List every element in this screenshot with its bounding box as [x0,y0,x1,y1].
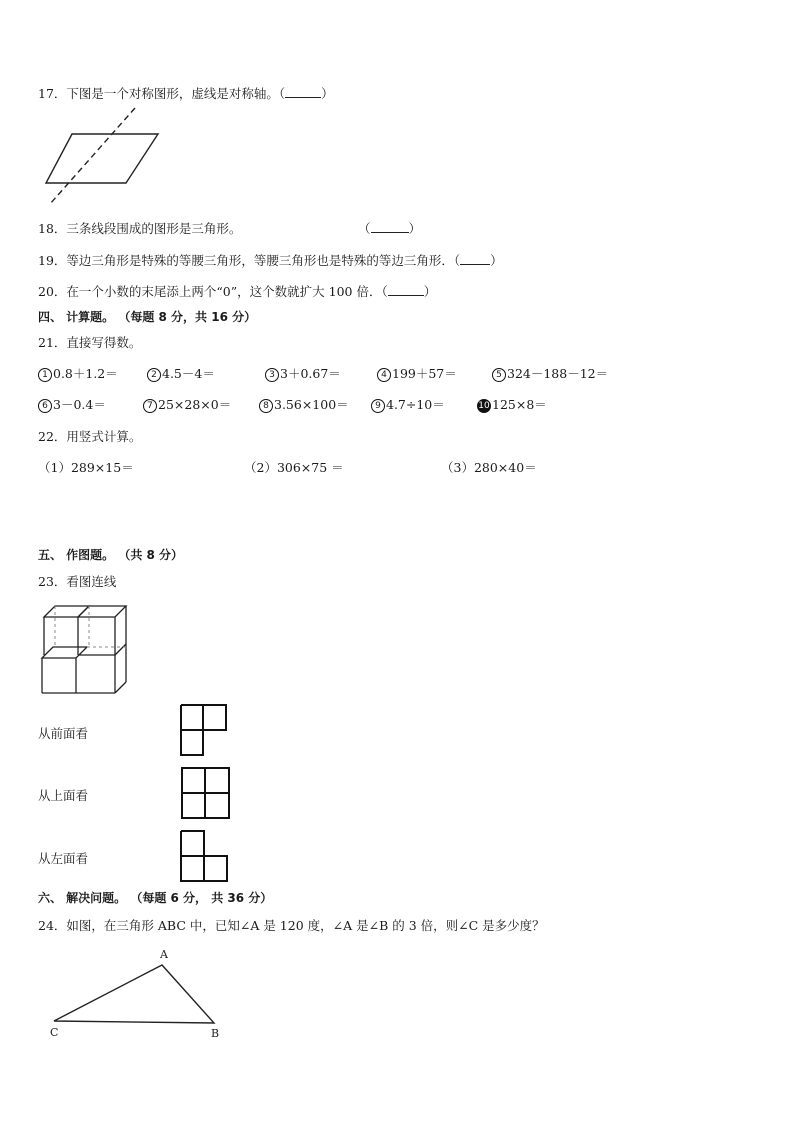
q22-item-1: （1）289×15＝ [38,460,134,475]
view-shape-front[interactable] [180,704,230,756]
question-22-title: 22．用竖式计算。 [38,429,142,444]
q22-item-3: （3）280×40＝ [441,460,537,475]
triangle-abc-figure [44,945,234,1045]
section-5-heading: 五、 作图题。 （共 8 分） [38,548,184,562]
answer-blank-19[interactable] [460,252,490,265]
parallelogram-figure [40,106,170,206]
question-20: 20．在一个小数的末尾添上两个“0”，这个数就扩大 100 倍．（ ） [38,284,437,299]
question-19: 19．等边三角形是特殊的等腰三角形，等腰三角形也是特殊的等边三角形．（ ） [38,253,503,268]
view-shape-top[interactable] [181,767,231,820]
section-4-heading: 四、 计算题。 （每题 8 分，共 16 分） [38,310,257,324]
vertex-label-a: A [160,948,168,961]
view-label-front: 从前面看 [38,726,89,741]
symmetry-axis-dashed [50,108,135,204]
triangle-shape [54,965,214,1023]
view-label-left: 从左面看 [38,851,89,866]
q21-item-8: 8 3.56×100＝ [259,395,349,413]
q21-item-9: 9 4.7÷10＝ [371,395,445,413]
q21-item-10: 10 125×8＝ [478,397,547,412]
question-24: 24．如图，在三角形 ABC 中，已知∠A 是 120 度，∠A 是∠B 的 3 倍，则∠C 是多少度？ [38,918,545,933]
q21-item-4: 4 199＋57＝ [377,364,457,382]
vertex-label-c: C [50,1026,59,1039]
answer-blank-18[interactable] [371,220,409,233]
section-6-heading: 六、 解决问题。 （每题 6 分， 共 36 分） [38,891,273,905]
q22-item-2: （2）306×75 ＝ [244,460,344,475]
question-18: 18．三条线段围成的图形是三角形。 [38,221,242,236]
question-21-title: 21．直接写得数。 [38,335,142,350]
cube-stack-figure [38,598,134,698]
vertex-label-b: B [211,1027,220,1040]
q21-item-5: 5 324－188－12＝ [492,364,608,382]
q21-item-6: 6 3－0.4＝ [38,395,106,413]
answer-blank-20[interactable] [388,283,424,296]
q21-item-2: 2 4.5－4＝ [147,364,215,382]
q21-item-7: 7 25×28×0＝ [143,395,231,413]
view-label-top: 从上面看 [38,788,89,803]
question-18-answer: （ ） [358,221,422,236]
answer-blank-17[interactable] [285,85,321,98]
q21-item-3: 3 3＋0.67＝ [265,364,341,382]
q21-item-1: 1 0.8＋1.2＝ [38,364,118,382]
question-17: 17．下图是一个对称图形，虚线是对称轴。（ ） [38,86,334,101]
view-shape-left[interactable] [180,830,230,883]
question-23-title: 23．看图连线 [38,574,117,589]
parallelogram-shape [46,134,158,183]
